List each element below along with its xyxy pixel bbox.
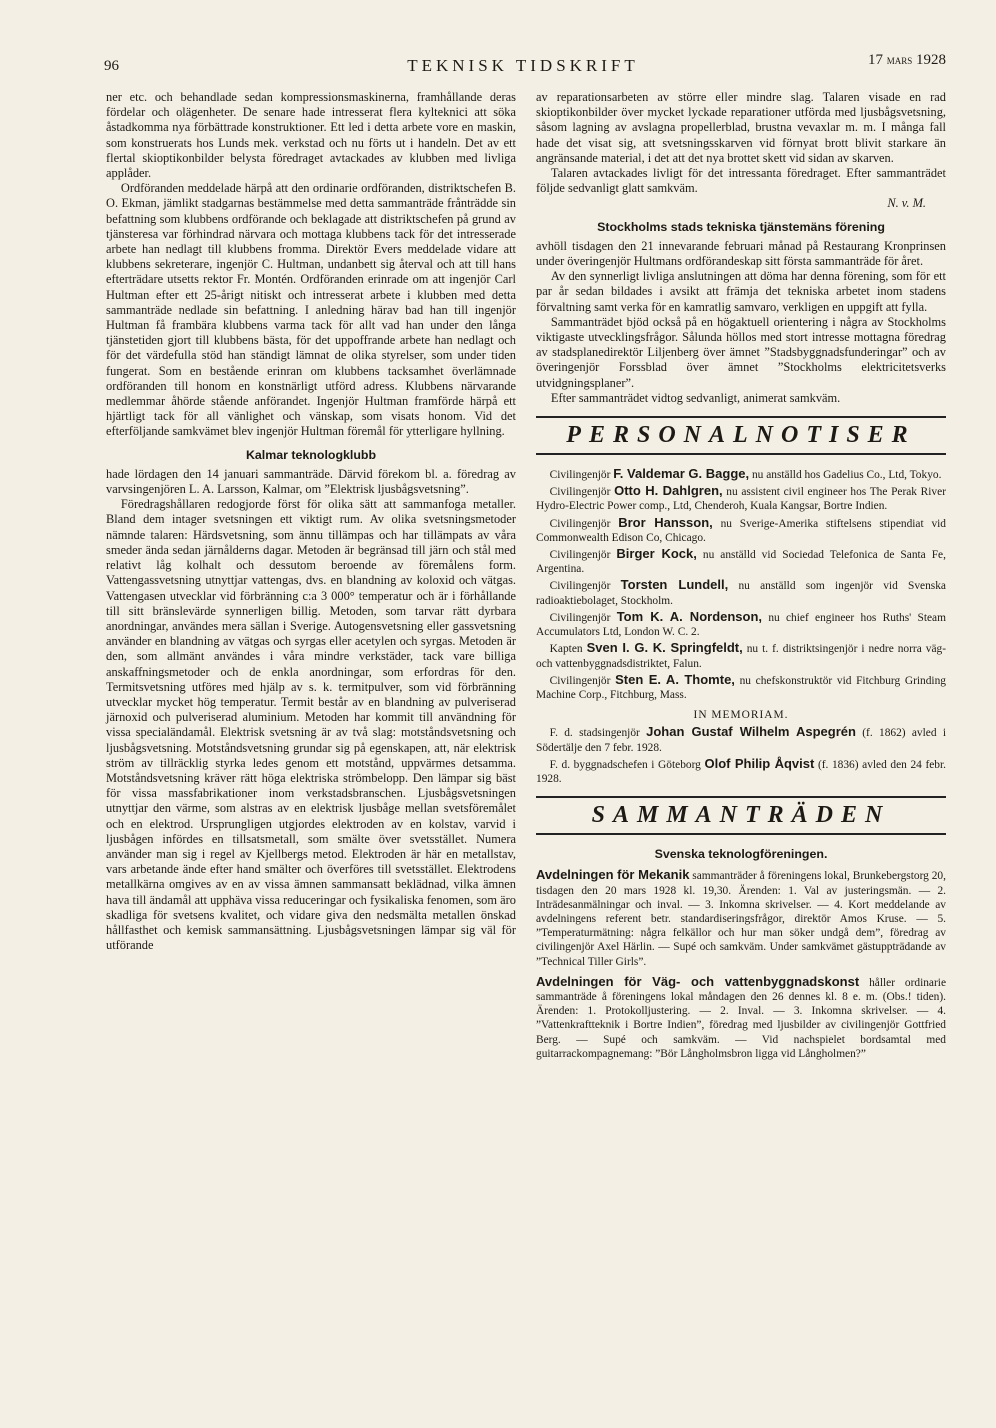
memoriam-entry: F. d. byggnadschefen i Göteborg Olof Philip Åqvist (f. 1836) avled den 24 febr. 1928. xyxy=(536,755,946,785)
personal-notice: Civilingenjör Bror Hansson, nu Sverige-Amerika stiftelsens stipendiat vid Commonwealth Edison Co, Chicago. xyxy=(536,514,947,544)
section-heading: Kalmar teknologklubb xyxy=(245,447,377,462)
personal-notice: Kapten Sven I. G. K. Springfeldt, nu t. f. distriktsingenjör i nedre norra väg- och vattenbyggnadsdistriktet, Falun. xyxy=(536,640,946,670)
personal-notice: Civilingenjör Torsten Lundell, nu anställd som ingenjör vid Svenska radioaktiebolaget, Stockholm. xyxy=(536,577,946,607)
paragraph: avhöll tisdagen den 21 innevarande februari månad på Restaurang Kronprinsen under överingenjör Hultmans ordförandeskap sitt första sammanträde för året. xyxy=(536,238,946,269)
paragraph: Efter sammanträdet vidtog sedvanligt, animerat samkväm. xyxy=(550,390,841,405)
right-column xyxy=(536,90,946,1061)
page-number: 96 xyxy=(104,58,119,74)
running-header xyxy=(100,52,946,82)
memoriam-heading: IN MEMORIAM. xyxy=(693,709,789,722)
personal-notice: Civilingenjör Birger Kock, nu anställd vid Sociedad Telefonica de Santa Fe, Argentina. xyxy=(536,546,946,576)
paragraph: Föredragshållaren redogjorde först för olika sätt att sammanfoga metaller. Bland dem intager svetsningen ett viktigt rum. Av olika svetsningsmetoder nämnde talaren: Härdsvetsning, som ännu tillämpas och har tillämpats av våra smeder ända sedan järnålderns dagar. Metoden är begränsad till järn och stål med relativt låg kolhalt och dessutom beroende av föremålens form. Vattengassvetsning utnyttjar vattengas, dvs. en blandning av koloxid och vätgas. Vattengasen utvecklar vid förbränning c:a 3 000° temperatur och är i förhållande till sitt bränslevärde synnerligen billig. Metoden, som tarvar rätt dyrbara anordningar, användes mera sällan i Sverige. Autogensvetsning eller gassvetsning använder en blandning av vätgas och syrgas eller acetylen och syrgas. Metoden är den, som allmänt användes i våra mindre verkstäder, tack vare billiga anskaffningsmetoder och de enkla anordningar, som erfordras för den. Termitsvetsning utföres med hjälp av s. k. termitpulver, som vid förbränning utvecklar mycket hög temperatur. Termit består av en blandning av pulveriserad järnoxid och pulveriserad aluminium. Metoden har kommit till användning för vissa specialändamål. Elektrisk svetsning är av två slag: motståndsvetsning och ljusbågsvetsning. Motståndsvetsning grundar sig på egenskapen, att, när elektrisk ström av tillräcklig styrka ledes genom ett motstånd, uppvärmes detsamma. Motståndsvetsning kräver rätt höga elektriska strömbelopp. Den lämpar sig bäst för vissa massfabrikationer inom verkstadsbranschen. Ljusbågsvetsningen utnyttjar den värme, som alstras av en elektrisk ljusbåge mellan svetsföremålet och en elektrod. Ursprungligen utgjordes elektroden av en kolstav, varvid i ljusbågen infördes en tillsatsmetall, som smälte över svetsstället. Numera använder man sig i regel av Kjellbergs metod. Elektroden är här en metallstav, vars arbetande ände efter hand smälter och överföres till svetsstället. Elektrodens metallkärna omgives av en av vissa ämnen sammansatt beklädnad, vilka ämnen hava till ändamål att upphäva vissa reduceringar och fysikaliska fenomen, som äro skadliga för svetsens kvalitet, och vidare giva den nedsmälta metallen önskad hållfasthet och kemisk sammansättning. Ljusbågsvetsningen lämpar sig väl för utförande xyxy=(106,497,516,953)
personal-notice: Civilingenjör F. Valdemar G. Bagge, nu anställd hos Gadelius Co., Ltd, Tokyo. xyxy=(549,466,942,482)
paragraph: av reparationsarbeten av större eller mindre slag. Talaren visade en rad skioptikonbilder över mycket lyckade reparationer utförda med ljusbågsvetsning, såsom lagning av avslagna propellerblad, brustna vevaxlar m. m. I många fall hade det visat sig, att svetsningsskarven vid förnyat brott blivit starkare än angränsande material, i det att det nya brottet skett vid sidan av skarven. xyxy=(536,90,946,165)
meetings-banner: SAMMANTRÄDEN xyxy=(536,796,946,835)
meeting-notice: Avdelningen för Väg- och vattenbyggnadskonst håller ordinarie sammanträde å föreningens lokal måndagen den 26 dennes kl. 8 e. m. (Obs.! tiden). Ärenden: 1. Protokolljustering. — 2. Inval. — 3. Inkomna skrivelser. — 4. ”Vattenkraftteknik i Bortre Indien”, föredrag med ljusbilder av civilingenjör Gottfried Berg. — Supé och samkväm. — Vid nachspielet bordsamtal med guitarrackompagnemang: ”Bör Långholmsbron ligga vid Långholmen?” xyxy=(536,973,947,1060)
paragraph: Ordföranden meddelade härpå att den ordinarie ordföranden, distriktschefen B. O. Ekman, jämlikt stadgarnas bestämmelse med detta sammanträde frånträdde sin befattning som klubbens ordförande och beklagade att distriktschefen på grund av tjänsteresa var förhindrad närvara och mottaga klubbens tack för det intresserade arbete han nedlagt till klubbens fromma. Direktör Evers meddelade vidare att klubbens sekreterare, ingenjör C. Hultman, undanbett sig återval och att till hans efterträdare utsetts rektor Fr. Montén. Ordföranden erinrade om att ingenjör Carl Hultman efter ett 25-årigt nitiskt och intresserat arbete i klubben med detta sammanträde nedlade sin befattning. I anledning härav bad han till ingenjör Hultman få frambära klubbens varma tack för allt vad han under den långa tjänstetiden gjort till klubbens bästa, för det uppoffrande arbete han nedlagt och för det värdefulla stöd han ständigt lämnat de olika styrelser, som under tiden fungerat. Som en bestående erinran om klubbens tacksamhet överlämnade ordföranden till honom en konstnärligt utförd adress. Klubbens närvarande medlemmar åhörde stående anförandet. Ingenjör Hultman framförde härpå ett hjärtligt tack för all vänlighet och vänskap, som visats honom. Vid det efterföljande samkvämet blev ingenjör Hultman föremål för ytterligare hyllning. xyxy=(106,181,516,439)
section-heading: Stockholms stads tekniska tjänstemäns förening xyxy=(597,219,885,234)
personal-notice: Civilingenjör Otto H. Dahlgren, nu assistent civil engineer hos The Perak River Hydro-Electric Power comp., Ltd, Chenderoh, Kuala Kangsar, Bortre Indien. xyxy=(536,483,946,513)
journal-title: TEKNISK TIDSKRIFT xyxy=(407,56,639,75)
paragraph: Sammanträdet bjöd också på en högaktuell orientering i några av Stockholms viktigaste utvecklingsfrågor. Sålunda höllos med stort intresse mottagna föredrag av stadsplanedirektör Liljenberg över ämnet ”Stadsbyggnadsfunderingar” och av överingenjör Forssblad över ämnet ”Stockholms elektricitetsverks utvidgningsplaner”. xyxy=(536,314,946,390)
date-year: 1928 xyxy=(916,52,946,68)
paragraph: hade lördagen den 14 januari sammanträde. Därvid förekom bl. a. föredrag av varvsingenjören L. A. Larsson, Kalmar, om ”Elektrisk ljusbågsvetsning”. xyxy=(106,466,516,497)
paragraph: ner etc. och behandlade sedan kompressionsmaskinerna, framhållande deras fördelar och olägenheter. De senare hade intresserat flera kylteknici att söka åstadkomma nya förbättrade konstruktioner. Ett led i detta arbete vore en maskin, som konstruerats hos Lunds mek. verkstad och nu förts ut i handeln. Det av ett flertal skioptikonbilder belysta föredraget avtackades av klubben med livliga applåder. xyxy=(106,90,516,181)
section-heading: Svenska teknologföreningen. xyxy=(654,847,828,862)
personal-notice: Civilingenjör Tom K. A. Nordenson, nu chief engineer hos Ruths' Steam Accumulators Ltd, London W. C. 2. xyxy=(536,608,946,639)
personal-banner: PERSONALNOTISER xyxy=(536,416,946,455)
left-column xyxy=(106,90,516,953)
memoriam-entry: F. d. stadsingenjör Johan Gustaf Wilhelm Aspegrén (f. 1862) avled i Södertälje den 7 febr. 1928. xyxy=(536,724,946,754)
signature: N. v. M. xyxy=(887,196,926,211)
issue-date xyxy=(868,52,946,69)
paragraph: Talaren avtackades livligt för det intressanta föredraget. Efter sammanträdet följde sedvanligt glatt samkväm. xyxy=(536,166,946,196)
personal-notice: Civilingenjör Sten E. A. Thomte, nu chefskonstruktör vid Fitchburg Grinding Machine Corp., Fitchburg, Mass. xyxy=(536,671,946,701)
meeting-notice: Avdelningen för Mekanik sammanträder å föreningens lokal, Brunkebergstorg 20, tisdagen den 20 mars 1928 kl. 19,30. Ärenden: 1. Val av justeringsmän. — 2. Inträdesanmälningar och inval. — 3. Inkomna skrivelser. — 4. Kort meddelande av avdelningens referent betr. standardiseringsfrågor, direktör Amos Kruse. — 5. ”Temperaturmätning: några felkällor och hur man söker undgå dem”, föredrag av civilingenjör Axel Härlin. — Supé och samkväm. Under samkvämet gästuppträdande av ”Technical Tiller Girls”. xyxy=(536,867,946,968)
paragraph: Av den synnerligt livliga anslutningen att döma har denna förening, som för ett par år sedan bildades i avsikt att främja det tekniska arbetet inom stadens förvaltning samt verka för en kamratlig samvaro, verkligen en uppgift att fylla. xyxy=(536,269,946,314)
date-month: mars xyxy=(886,52,913,67)
date-day: 17 xyxy=(867,52,883,68)
